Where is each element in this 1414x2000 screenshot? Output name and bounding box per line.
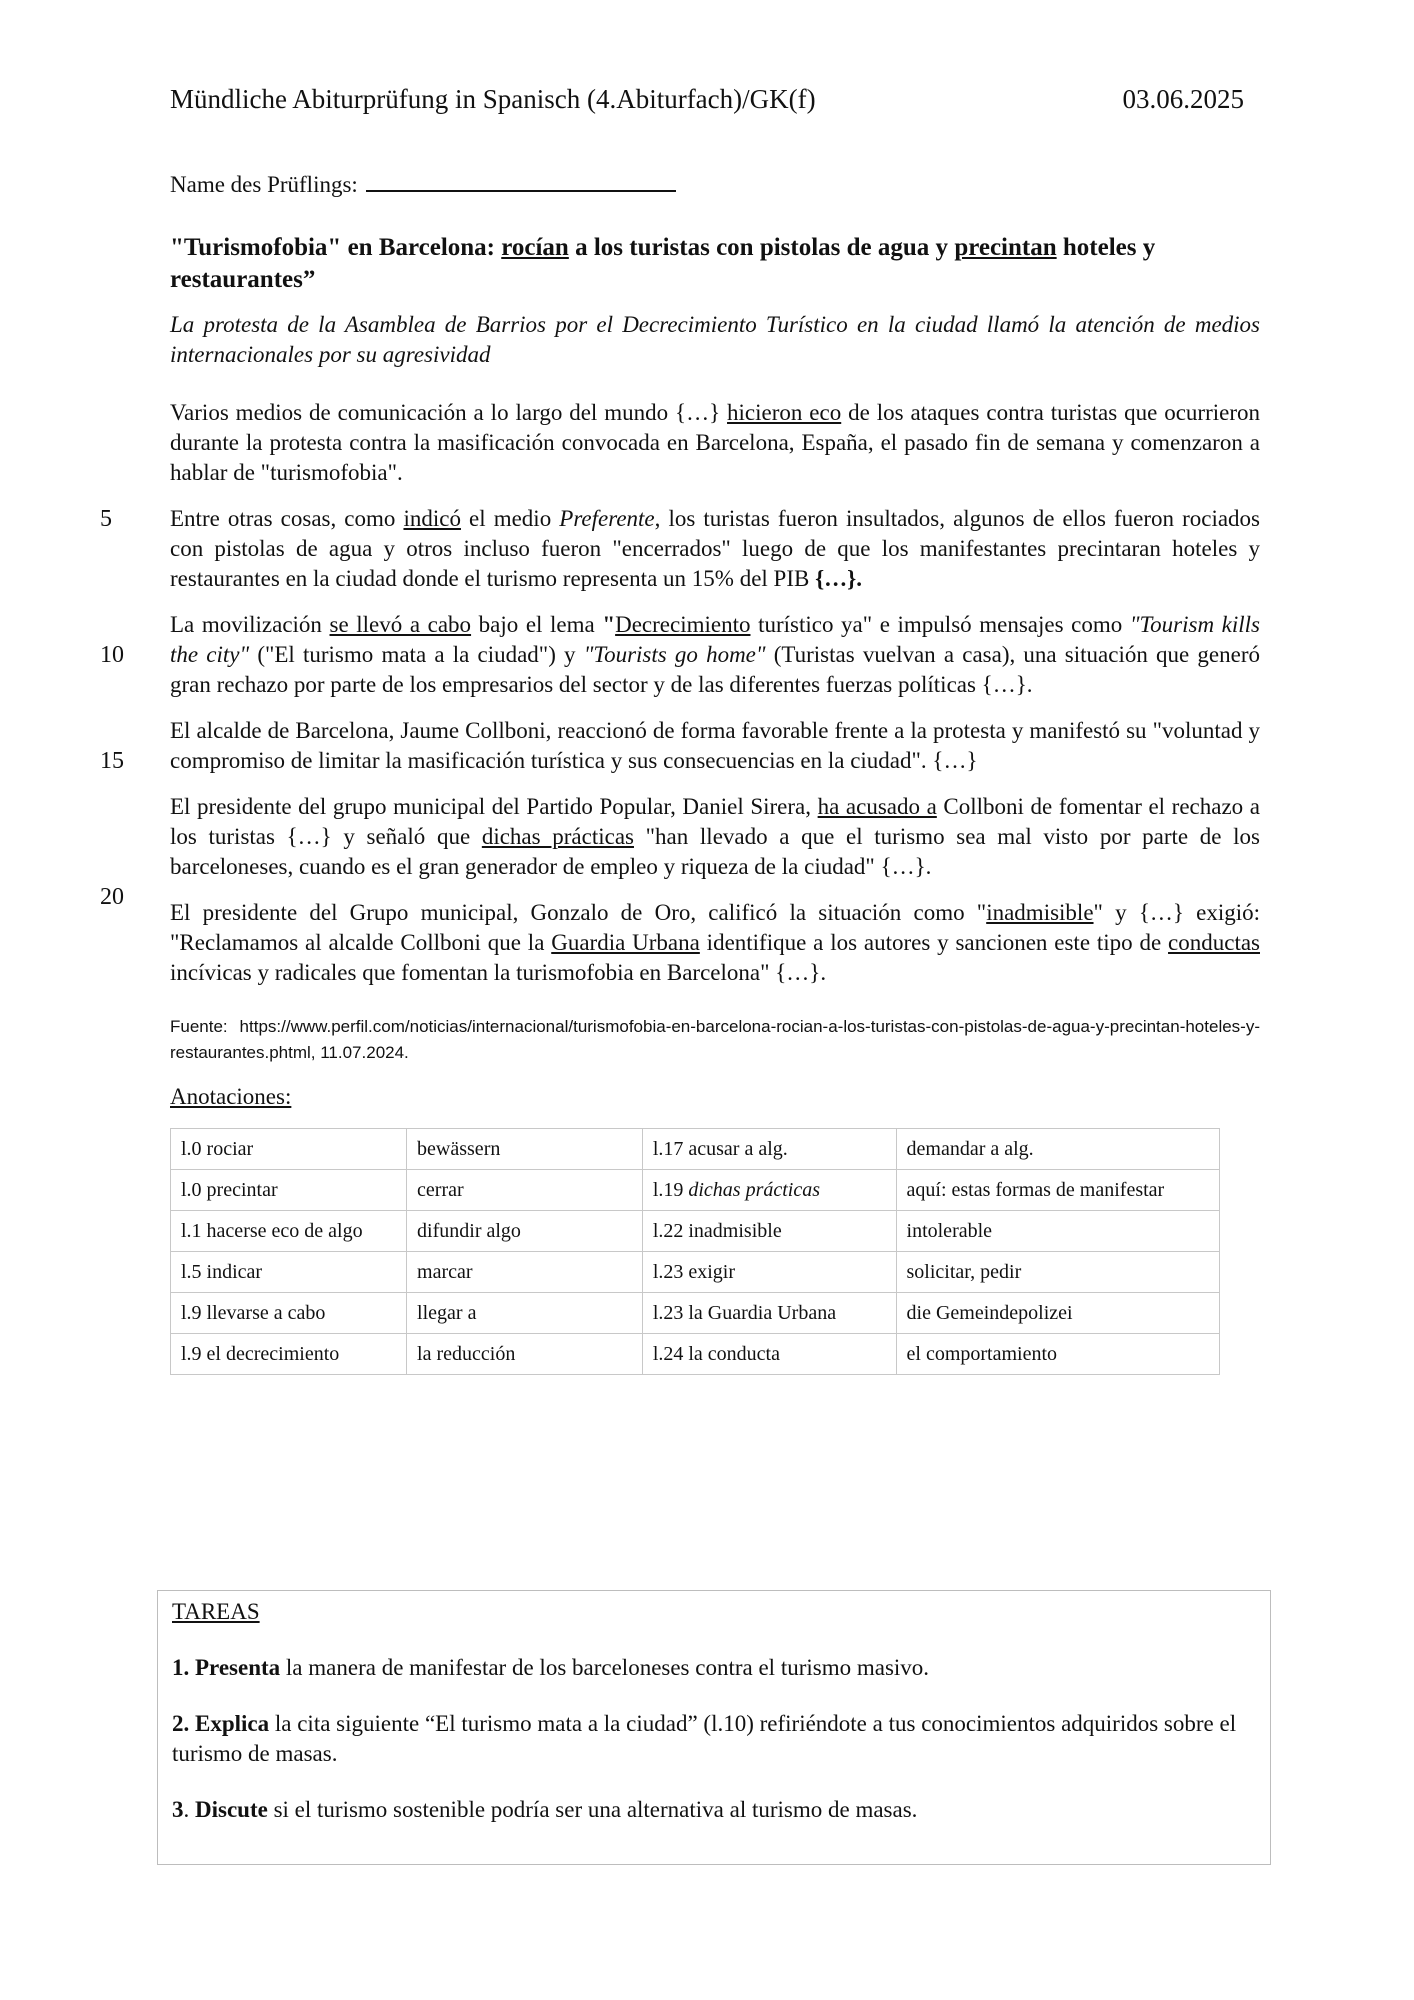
table-row — [171, 1293, 1220, 1334]
line-number-10: 10 — [100, 642, 124, 668]
page-header — [170, 84, 1244, 115]
table-cell: l.0 precintar — [171, 1170, 407, 1211]
tasks-box — [157, 1590, 1271, 1865]
table-cell: difundir algo — [407, 1211, 643, 1252]
line-number-15: 15 — [100, 748, 124, 774]
annotations-label: Anotaciones: — [170, 1084, 292, 1109]
table-cell: l.19 dichas prácticas — [642, 1170, 896, 1211]
candidate-name-blank — [366, 170, 676, 192]
table-cell: marcar — [407, 1252, 643, 1293]
paragraph-1: Varios medios de comunicación a lo largo del mundo {…} hicieron eco de los ataques contra turistas que ocurrieron durante la protesta contra la masificación convocada en Barcelona, España, el pasado fin de semana y comenzaron a hablar de "turismofobia". — [170, 400, 1260, 485]
table-cell: intolerable — [896, 1211, 1219, 1252]
source-citation: Fuente: https://www.perfil.com/noticias/internacional/turismofobia-en-barcelona-rocian-a-los-turistas-con-pistolas-de-agua-y-precintan-hoteles-y-restaurantes.phtml, 11.07.2024. — [170, 1017, 1260, 1062]
table-cell: l.24 la conducta — [642, 1334, 896, 1375]
paragraph-4: 15 El alcalde de Barcelona, Jaume Collboni, reaccionó de forma favorable frente a la protesta y manifestó su "voluntad y compromiso de limitar la masificación turística y sus consecuencias en la ciudad". {…} — [100, 718, 1260, 774]
line-number-5: 5 — [100, 506, 112, 532]
task-3: 3. Discute si el turismo sostenible podría ser una alternativa al turismo de masas. — [172, 1797, 918, 1822]
task-2: 2. Explica la cita siguiente “El turismo mata a la ciudad” (l.10) refiriéndote a tus conocimientos adquiridos sobre el turismo de masas. — [172, 1711, 1237, 1766]
article-body — [100, 398, 1261, 988]
table-cell: la reducción — [407, 1334, 643, 1375]
exam-date: 03.06.2025 — [1122, 84, 1244, 114]
table-cell: l.17 acusar a alg. — [642, 1129, 896, 1170]
table-cell: aquí: estas formas de manifestar — [896, 1170, 1219, 1211]
table-cell: l.1 hacerse eco de algo — [171, 1211, 407, 1252]
table-cell: l.22 inadmisible — [642, 1211, 896, 1252]
table-cell: demandar a alg. — [896, 1129, 1219, 1170]
article — [100, 232, 1261, 1375]
table-row — [171, 1129, 1220, 1170]
candidate-name-label: Name des Prüflings: — [170, 172, 358, 197]
paragraph-3: 10 La movilización se llevó a cabo bajo el lema "Decrecimiento turístico ya" e impulsó mensajes como "Tourism kills the city" ("El turismo mata a la ciudad") y "Tourists go home" (Turistas vuelvan a casa), una situación que generó gran rechazo por parte de los empresarios del sector y de las diferentes fuerzas políticas {…}. — [100, 612, 1260, 697]
table-cell: l.23 la Guardia Urbana — [642, 1293, 896, 1334]
table-row — [171, 1334, 1220, 1375]
article-subtitle: La protesta de la Asamblea de Barrios por el Decrecimiento Turístico en la ciudad llamó la atención de medios internacionales por su agresividad — [170, 312, 1260, 367]
table-cell: llegar a — [407, 1293, 643, 1334]
table-cell: l.0 rociar — [171, 1129, 407, 1170]
exam-title: Mündliche Abiturprüfung in Spanisch (4.Abiturfach)/GK(f) — [170, 84, 816, 114]
vocabulary-table — [170, 1128, 1220, 1375]
task-1: 1. Presenta la manera de manifestar de los barceloneses contra el turismo masivo. — [172, 1655, 930, 1680]
table-cell: l.9 llevarse a cabo — [171, 1293, 407, 1334]
table-row — [171, 1211, 1220, 1252]
tasks-title: TAREAS — [172, 1599, 260, 1624]
table-cell: l.5 indicar — [171, 1252, 407, 1293]
article-title: "Turismofobia" en Barcelona: rocían a los turistas con pistolas de agua y precintan hoteles y restaurantes” — [170, 234, 1156, 293]
paragraph-6: El presidente del Grupo municipal, Gonzalo de Oro, calificó la situación como "inadmisible" y {…} exigió: "Reclamamos al alcalde Collboni que la Guardia Urbana identifique a los autores y sancionen este tipo de conductas incívicas y radicales que fomentan la turismofobia en Barcelona" {…}. — [170, 900, 1260, 985]
table-cell: solicitar, pedir — [896, 1252, 1219, 1293]
table-cell: die Gemeindepolizei — [896, 1293, 1219, 1334]
candidate-name-line — [170, 170, 676, 198]
table-cell: el comportamiento — [896, 1334, 1219, 1375]
table-cell: cerrar — [407, 1170, 643, 1211]
paragraph-2: 5 Entre otras cosas, como indicó el medio Preferente, los turistas fueron insultados, algunos de ellos fueron rociados con pistolas de agua y otros incluso fueron "encerrados" luego de que los manifestantes precintaran hoteles y restaurantes en la ciudad donde el turismo representa un 15% del PIB {…}. — [100, 506, 1261, 591]
paragraph-5: 20 El presidente del grupo municipal del Partido Popular, Daniel Sirera, ha acusado a Collboni de fomentar el rechazo a los turistas {…} y señaló que dichas prácticas "han llevado a que el turismo sea mal visto por parte de los barceloneses, cuando es el gran generador de empleo y riqueza de la ciudad" {…}. — [100, 794, 1261, 910]
table-row — [171, 1252, 1220, 1293]
table-row — [171, 1170, 1220, 1211]
table-cell: l.9 el decrecimiento — [171, 1334, 407, 1375]
table-cell: bewässern — [407, 1129, 643, 1170]
table-cell: l.23 exigir — [642, 1252, 896, 1293]
line-number-20: 20 — [100, 884, 124, 910]
